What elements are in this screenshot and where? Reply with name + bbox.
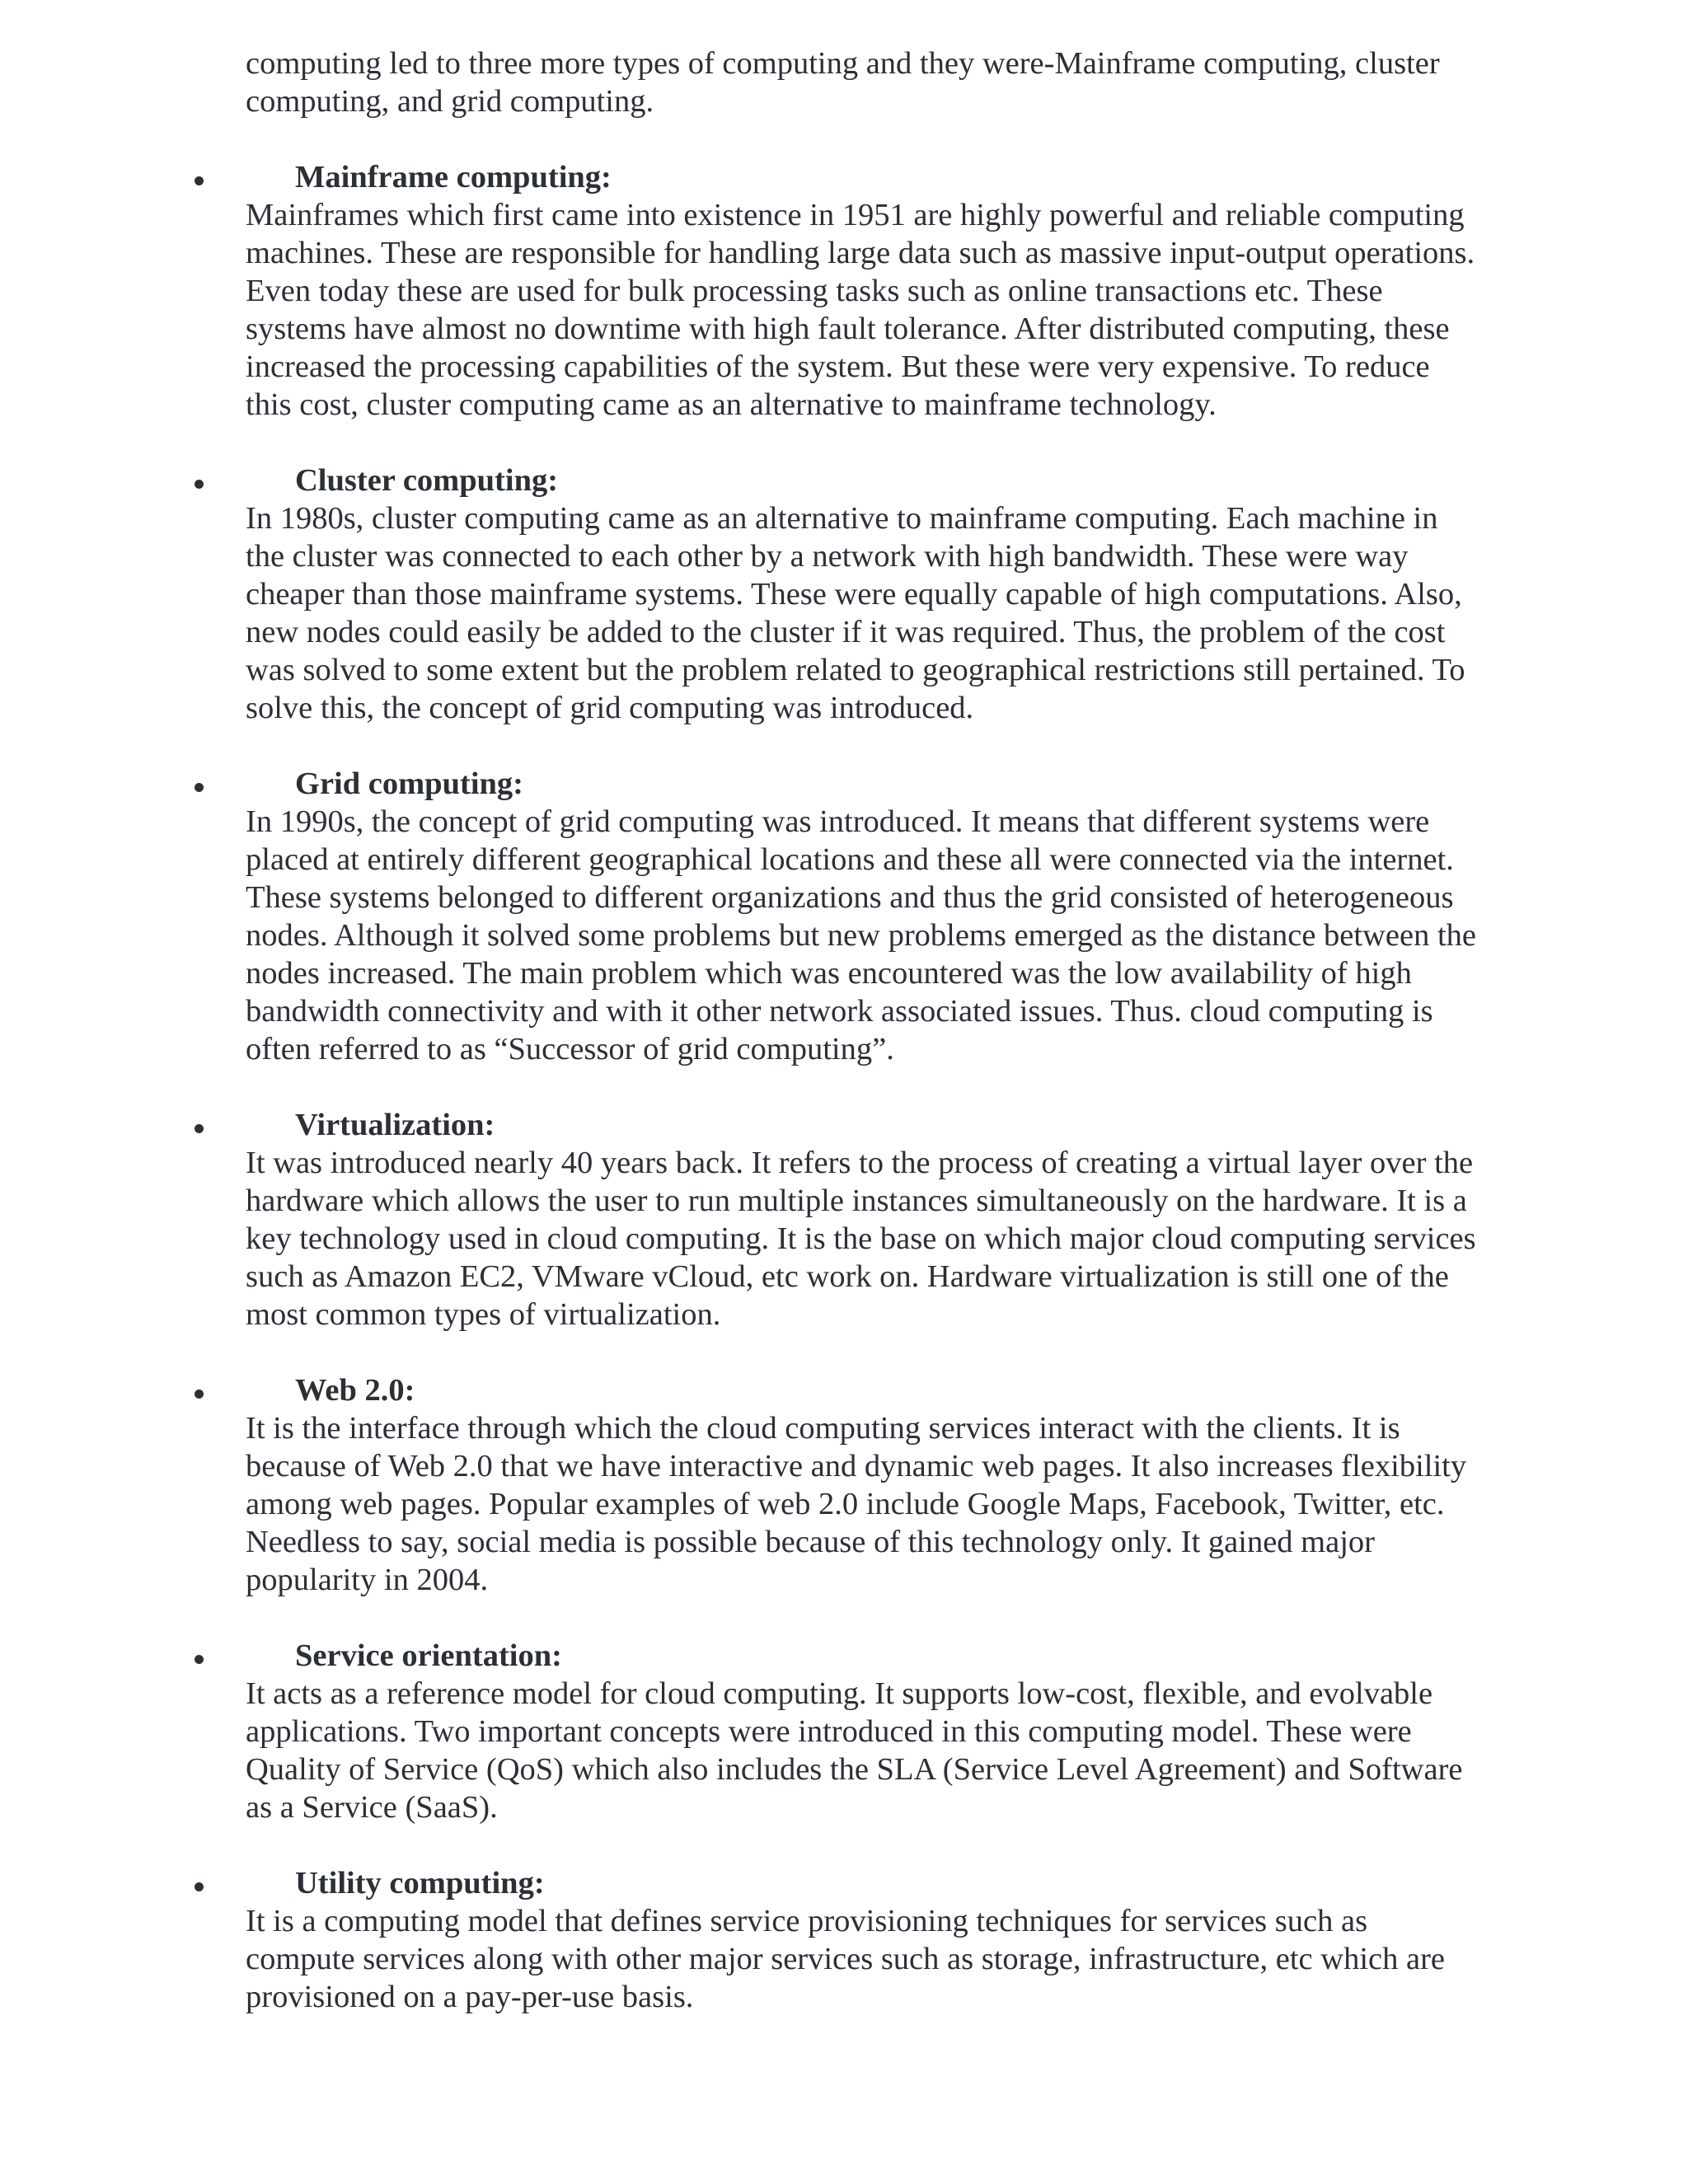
bullet-icon — [195, 1655, 204, 1664]
list-item-grid — [0, 765, 1688, 1068]
section-heading: Service orientation: — [295, 1638, 562, 1673]
section-heading: Cluster computing: — [295, 463, 559, 498]
bullet-icon — [195, 1390, 204, 1399]
list-item-virtualization — [0, 1106, 1688, 1333]
intro-paragraph: computing led to three more types of computing and they were-Mainframe computing, cluster computing, and grid computing. — [246, 46, 1440, 119]
bullet-icon — [195, 1882, 204, 1891]
bullet-icon — [195, 480, 204, 489]
list-item-service-orientation — [0, 1637, 1688, 1826]
section-body: Mainframes which first came into existence in 1951 are highly powerful and reliable computing machines. These are responsible for handling large data such as massive input-output operations. Even today these are used for bulk processing tasks such as online transactions etc. These systems have almost no downtime with high fault tolerance. After distributed computing, these increased the processing capabilities of the system. But these were very expensive. To reduce this cost, cluster computing came as an alternative to mainframe technology. — [246, 198, 1475, 422]
list-item-utility — [0, 1864, 1688, 2016]
bullet-icon — [195, 176, 204, 185]
history-list — [0, 158, 1688, 2054]
section-heading: Utility computing: — [295, 1866, 545, 1900]
list-item-cluster — [0, 462, 1688, 727]
section-heading: Web 2.0: — [295, 1373, 415, 1408]
list-item-web2 — [0, 1371, 1688, 1599]
bullet-icon — [195, 783, 204, 792]
section-body: In 1990s, the concept of grid computing was introduced. It means that different systems were placed at entirely different geographical locations and these all were connected via the internet. These systems belonged to different organizations and thus the grid consisted of heterogeneous nodes. Although it solved some problems but new problems emerged as the distance between the nodes increased. The main problem which was encountered was the low availability of high bandwidth connectivity and with it other network associated issues. Thus. cloud computing is often referred to as “Successor of grid computing”. — [246, 804, 1476, 1066]
section-body: It is a computing model that defines service provisioning techniques for services such as compute services along with other major services such as storage, infrastructure, etc which are provisioned on a pay-per-use basis. — [246, 1904, 1445, 2014]
section-body: In 1980s, cluster computing came as an alternative to mainframe computing. Each machine in the cluster was connected to each other by a network with high bandwidth. These were way cheaper than those mainframe systems. These were equally capable of high computations. Also, new nodes could easily be added to the cluster if it was required. Thus, the problem of the cost was solved to some extent but the problem related to geographical restrictions still pertained. To solve this, the concept of grid computing was introduced. — [246, 501, 1465, 725]
section-heading: Grid computing: — [295, 766, 524, 801]
section-body: It was introduced nearly 40 years back. It refers to the process of creating a virtual layer over the hardware which allows the user to run multiple instances simultaneously on the hardware. It is a key technology used in cloud computing. It is the base on which major cloud computing services such as Amazon EC2, VMware vCloud, etc work on. Hardware virtualization is still one of the most common types of virtualization. — [246, 1146, 1476, 1332]
list-item-mainframe — [0, 158, 1688, 424]
section-body: It is the interface through which the cloud computing services interact with the clients. It is because of Web 2.0 that we have interactive and dynamic web pages. It also increases flexibility among web pages. Popular examples of web 2.0 include Google Maps, Facebook, Twitter, etc. Needless to say, social media is possible because of this technology only. It gained major popularity in 2004. — [246, 1411, 1467, 1597]
section-body: It acts as a reference model for cloud computing. It supports low-cost, flexible, and evolvable applications. Two important concepts were introduced in this computing model. These were Quality of Service (QoS) which also includes the SLA (Service Level Agreement) and Software as a Service (SaaS). — [246, 1676, 1463, 1825]
bullet-icon — [195, 1124, 204, 1133]
section-heading: Mainframe computing: — [295, 160, 612, 194]
section-heading: Virtualization: — [295, 1108, 495, 1142]
